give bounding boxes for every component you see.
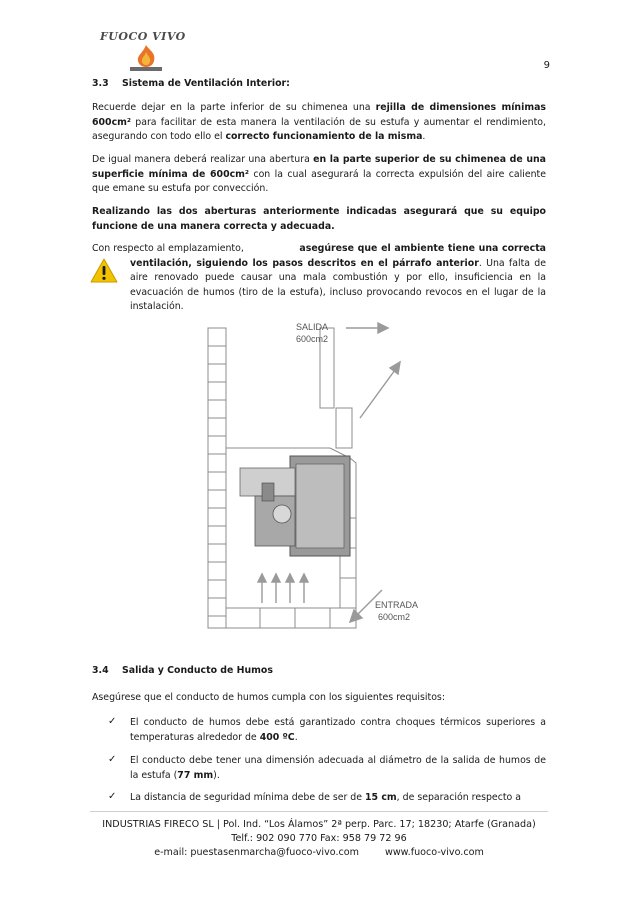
footer-address: INDUSTRIAS FIRECO SL | Pol. Ind. “Los Álamos” 2ª perp. Parc. 17; 18230; Atarfe (Granada) (102, 819, 536, 830)
footer-phone: Telf.: 902 090 770 Fax: 958 79 72 96 (231, 833, 407, 844)
stove-illustration (240, 456, 350, 556)
checkmark-icon: ✓ (108, 716, 117, 727)
section-heading (92, 665, 273, 676)
section-heading (92, 78, 290, 89)
text: , de separación respecto a (396, 792, 521, 803)
checkmark-icon: ✓ (108, 754, 117, 765)
text: El conducto de humos debe está garantizado contra choques térmicos superiores a temperaturas alrededor de (130, 717, 546, 743)
footer-email[interactable]: e-mail: puestasenmarcha@fuoco-vivo.com (154, 847, 359, 858)
left-wall (208, 328, 226, 628)
text: para facilitar de esta manera la ventilación de su estufa y aumentar el rendimiento, asegurando con todo ello el (92, 116, 546, 143)
paragraph (92, 153, 546, 197)
emphasis: asegúrese que el ambiente tiene una correcta ventilación, siguiendo los pasos descritos en el párrafo anterior (130, 243, 546, 269)
text: ). (213, 769, 220, 781)
salida-size: 600cm2 (296, 334, 329, 344)
entrada-size: 600cm2 (378, 612, 411, 622)
text: con la cual asegurará la correcta expulsión del aire caliente que emane su estufa por convección. (92, 168, 546, 195)
list-item (130, 791, 546, 806)
list-item (130, 716, 546, 745)
emphasis: 77 mm (177, 769, 214, 781)
company-logo (100, 30, 190, 72)
ventilation-diagram (200, 318, 428, 640)
checkmark-icon: ✓ (108, 791, 117, 802)
text: . (422, 131, 426, 143)
list-item (130, 754, 546, 783)
text: El conducto debe tener una dimensión adecuada al diámetro de la salida de humos de la estufa ( (130, 755, 546, 781)
warning-triangle-icon (90, 258, 118, 284)
warning-paragraph (130, 242, 546, 315)
text: La distancia de seguridad mínima debe de ser de (130, 792, 366, 803)
entrada-label: ENTRADA (375, 600, 419, 610)
text: Recuerde dejar en la parte inferior de su chimenea una (92, 102, 376, 113)
paragraph: Asegúrese que el conducto de humos cumpla con los siguientes requisitos: (92, 692, 445, 703)
text: De igual manera deberá realizar una abertura (92, 154, 314, 165)
footer-contact (90, 846, 548, 860)
text: Con respecto al emplazamiento, (92, 243, 244, 254)
flame-icon (126, 43, 166, 73)
section-number: 3.4 (92, 665, 109, 676)
paragraph (92, 101, 546, 145)
emphasis: 15 cm (365, 792, 397, 803)
section-title: Sistema de Ventilación Interior: (122, 78, 290, 89)
footer-website[interactable]: www.fuoco-vivo.com (384, 847, 484, 858)
text: . (294, 731, 298, 743)
logo-text: FUOCO VIVO (100, 30, 186, 43)
text: . Una falta de aire renovado puede causar una mala combustión y por ello, insuficiencia en la evacuación de humos (tiro de la estufa), incluso provocando revocos en el lugar de la instalación. (130, 257, 546, 313)
section-number: 3.3 (92, 78, 109, 89)
page-number: 9 (543, 60, 550, 71)
emphasis: en la parte superior de su chimenea de una superficie mínima de 600cm² (92, 154, 546, 180)
emphasis: rejilla de dimensiones mínimas 600cm² (92, 102, 546, 128)
salida-label: SALIDA (296, 322, 329, 332)
section-title: Salida y Conducto de Humos (122, 665, 273, 676)
emphasis: correcto funcionamiento de la misma (225, 131, 423, 143)
emphasis: 400 ºC (259, 731, 295, 743)
paragraph-bold: Realizando las dos aberturas anteriormente indicadas asegurará que su equipo funcione de una manera correcta y adecuada. (92, 206, 546, 232)
footer-divider (90, 811, 548, 812)
